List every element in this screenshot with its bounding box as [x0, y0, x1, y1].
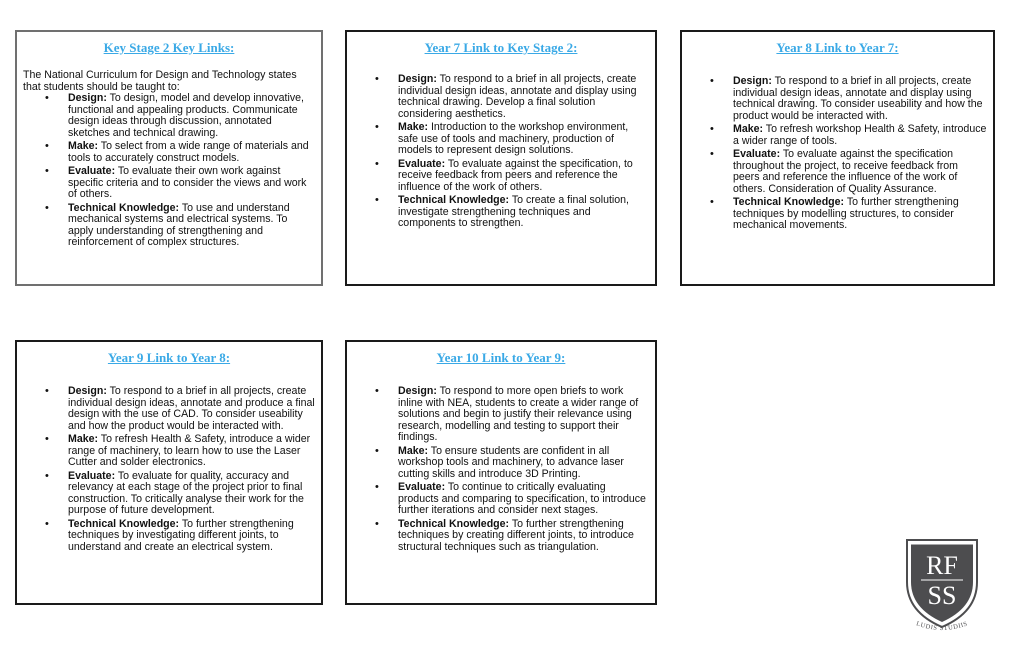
- point-text: To further strengthening techniques by modelling structures, to consider mechanical movements.: [733, 196, 959, 231]
- point-technical-knowledge: [23, 203, 315, 249]
- point-technical-knowledge: [23, 519, 315, 554]
- point-text: To respond to a brief in all projects, create individual design ideas, annotate and display using technical drawing. To consider useability and how the product would be interacted with.: [733, 75, 983, 122]
- point-design: [353, 386, 649, 444]
- card-year-10: [345, 340, 657, 605]
- point-make: [353, 446, 649, 481]
- card-title: Key Stage 2 Key Links:: [103, 40, 235, 55]
- point-label: Make:: [68, 140, 99, 152]
- card-title: Year 9 Link to Year 8:: [107, 350, 231, 365]
- point-label: Design:: [398, 73, 437, 85]
- point-label: Technical Knowledge:: [68, 517, 180, 530]
- point-text: To refresh workshop Health & Safety, introduce a wider range of tools.: [733, 123, 987, 147]
- point-design: [688, 76, 987, 122]
- logo-motto-text: LUDIS STUDIIS: [915, 620, 969, 633]
- point-text: Introduction to the workshop environment, safe use of tools and machinery, production of models to represent design solutions.: [398, 121, 629, 156]
- point-label: Design:: [68, 92, 107, 104]
- point-make: [353, 122, 649, 157]
- point-label: Technical Knowledge:: [398, 194, 510, 206]
- point-list: [23, 93, 315, 249]
- point-text: To respond to a brief in all projects, create individual design ideas, annotate and produce a final design with the use of CAD. To consider useability and how the product would be interacted with.: [68, 385, 315, 432]
- point-text: To use and understand mechanical systems and electrical systems. To apply understanding of strengthening and reinforcement of complex structures.: [68, 201, 290, 248]
- point-make: [688, 124, 987, 147]
- card-intro: The National Curriculum for Design and Technology states that students should be taught to:: [23, 69, 297, 93]
- point-technical-knowledge: [353, 195, 649, 230]
- point-label: Design:: [733, 75, 772, 87]
- point-evaluate: [23, 166, 315, 201]
- logo-text-line1: RF: [926, 551, 958, 580]
- card-title: Year 7 Link to Key Stage 2:: [424, 40, 578, 55]
- point-design: [23, 93, 315, 139]
- point-evaluate: [23, 471, 315, 517]
- point-label: Evaluate:: [68, 469, 116, 482]
- point-list: [688, 76, 987, 232]
- point-text: To create a final solution, investigate strengthening techniques and components to strengthen.: [398, 194, 630, 229]
- point-text: To select from a wide range of materials and tools to accurately construct models.: [68, 140, 309, 164]
- point-evaluate: [688, 149, 987, 195]
- point-label: Make:: [398, 121, 429, 133]
- point-label: Evaluate:: [398, 157, 446, 170]
- point-design: [353, 74, 649, 120]
- point-label: Evaluate:: [398, 481, 446, 493]
- point-evaluate: [353, 482, 649, 517]
- point-label: Evaluate:: [68, 165, 116, 177]
- point-list: [353, 74, 649, 230]
- point-technical-knowledge: [688, 197, 987, 232]
- point-label: Technical Knowledge:: [68, 201, 180, 214]
- point-text: To evaluate against the specification throughout the project, to receive feedback from peers and reference the influence of the work of others. Consideration of Quality Assurance.: [733, 148, 958, 195]
- point-text: To continue to critically evaluating products and comparing to specification, to introduce further iterations and consider next stages.: [398, 481, 646, 516]
- point-text: To further strengthening techniques by investigating different joints, to understand and create an electrical system.: [68, 517, 294, 553]
- point-design: [23, 386, 315, 432]
- card-year-8: [680, 30, 995, 286]
- point-label: Design:: [68, 385, 107, 397]
- point-label: Technical Knowledge:: [733, 196, 845, 208]
- point-text: To design, model and develop innovative, functional and appealing products. Communicate design ideas through discussion, annotated sketches and technical drawing.: [68, 92, 304, 139]
- point-text: To further strengthening techniques by creating different joints, to introduce structural techniques such as triangulation.: [398, 517, 634, 553]
- point-label: Make:: [398, 444, 429, 457]
- point-text: To ensure students are confident in all workshop tools and machinery, to advance laser cutting skills and introduce 3D Printing.: [398, 444, 624, 480]
- point-text: To evaluate against the specification, to receive feedback from peers and reference the influence of the work of others.: [398, 157, 633, 193]
- card-year-7: [345, 30, 657, 286]
- school-crest-logo: [897, 532, 987, 637]
- point-technical-knowledge: [353, 519, 649, 554]
- card-year-9: [15, 340, 323, 605]
- point-text: To evaluate for quality, accuracy and relevancy at each stage of the project prior to final construction. To critically analyse their work for the purpose of future development.: [68, 469, 304, 516]
- card-title: Year 8 Link to Year 7:: [776, 40, 899, 55]
- point-label: Evaluate:: [733, 148, 781, 160]
- point-text: To respond to a brief in all projects, create individual design ideas, annotate and display using technical drawing. Develop a final solution considering aesthetics.: [398, 73, 637, 120]
- point-list: [23, 386, 315, 553]
- point-text: To evaluate their own work against specific criteria and to consider the views and work of others.: [68, 165, 307, 200]
- point-label: Make:: [68, 433, 99, 445]
- point-label: Make:: [733, 123, 764, 135]
- card-title: Year 10 Link to Year 9:: [436, 350, 566, 365]
- logo-text-line2: SS: [927, 581, 957, 610]
- point-list: [353, 386, 649, 553]
- point-label: Design:: [398, 385, 437, 397]
- point-label: Technical Knowledge:: [398, 517, 510, 530]
- point-make: [23, 434, 315, 469]
- point-make: [23, 141, 315, 164]
- point-text: To refresh Health & Safety, introduce a wider range of machinery, to learn how to use the Laser Cutter and solder electronics.: [68, 433, 311, 468]
- point-text: To respond to more open briefs to work inline with NEA, students to create a wider range of solutions and begin to justify their relevance using research, modelling and testing to support their findings.: [398, 385, 639, 443]
- card-key-stage-2: [15, 30, 323, 286]
- point-evaluate: [353, 159, 649, 194]
